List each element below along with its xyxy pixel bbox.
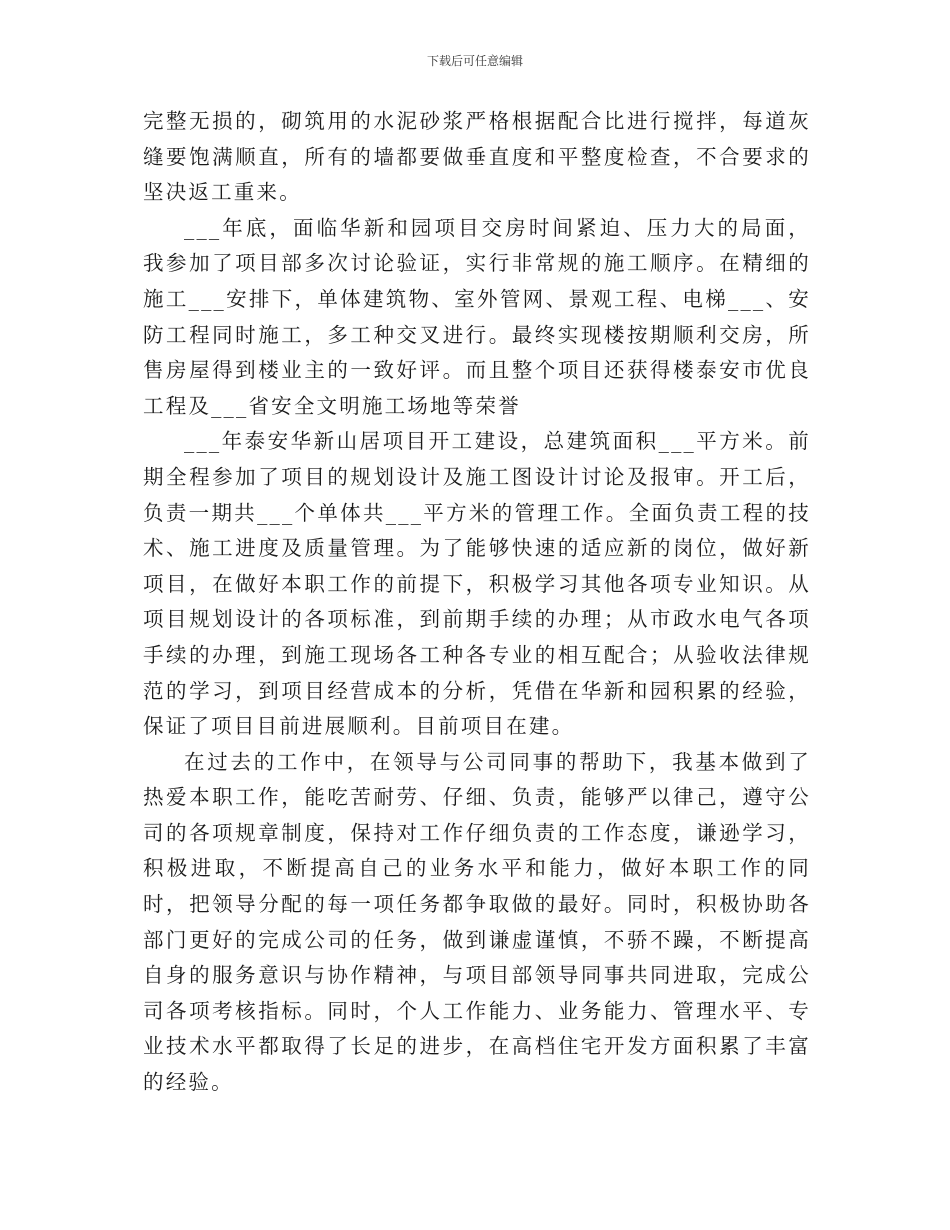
paragraph-3: ___年泰安华新山居项目开工建设，总建筑面积___平方米。前期全程参加了项目的规划设计及施工图设计讨论及报审。开工后，负责一期共___个单体共___平方米的管理工作。全面负责工程的技术、施工进度及质量管理。为了能够快速的适应新的岗位，做好新项目，在做好本职工作的前提下，积极学习其他各项专业知识。从项目规划设计的各项标准，到前期手续的办理；从市政水电气各项手续的办理，到施工现场各工种各专业的相互配合；从验收法律规范的学习，到项目经营成本的分析，凭借在华新和园积累的经验，保证了项目目前进展顺利。目前项目在建。 [143,429,811,739]
paragraph-2: ___年底，面临华新和园项目交房时间紧迫、压力大的局面，我参加了项目部多次讨论验证，实行非常规的施工顺序。在精细的施工___安排下，单体建筑物、室外管网、景观工程、电梯___、安防工程同时施工，多工种交叉进行。最终实现楼按期顺利交房，所售房屋得到楼业主的一致好评。而且整个项目还获得楼泰安市优良工程及___省安全文明施工场地等荣誉 [143,215,811,418]
document-body [143,104,811,1101]
page-header: 下载后可任意编辑 [426,54,523,68]
paragraph-1: 完整无损的，砌筑用的水泥砂浆严格根据配合比进行搅拌，每道灰缝要饱满顺直，所有的墙都要做垂直度和平整度检查，不合要求的坚决返工重来。 [143,109,811,205]
paragraph-4: 在过去的工作中，在领导与公司同事的帮助下，我基本做到了热爱本职工作，能吃苦耐劳、仔细、负责，能够严以律己，遵守公司的各项规章制度，保持对工作仔细负责的工作态度，谦逊学习，积极进取，不断提高自己的业务水平和能力，做好本职工作的同时，把领导分配的每一项任务都争取做的最好。同时，积极协助各部门更好的完成公司的任务，做到谦虚谨慎，不骄不躁，不断提高自身的服务意识与协作精神，与项目部领导同事共同进取，完成公司各项考核指标。同时，个人工作能力、业务能力、管理水平、专业技术水平都取得了长足的进步，在高档住宅开发方面积累了丰富的经验。 [143,749,811,1095]
